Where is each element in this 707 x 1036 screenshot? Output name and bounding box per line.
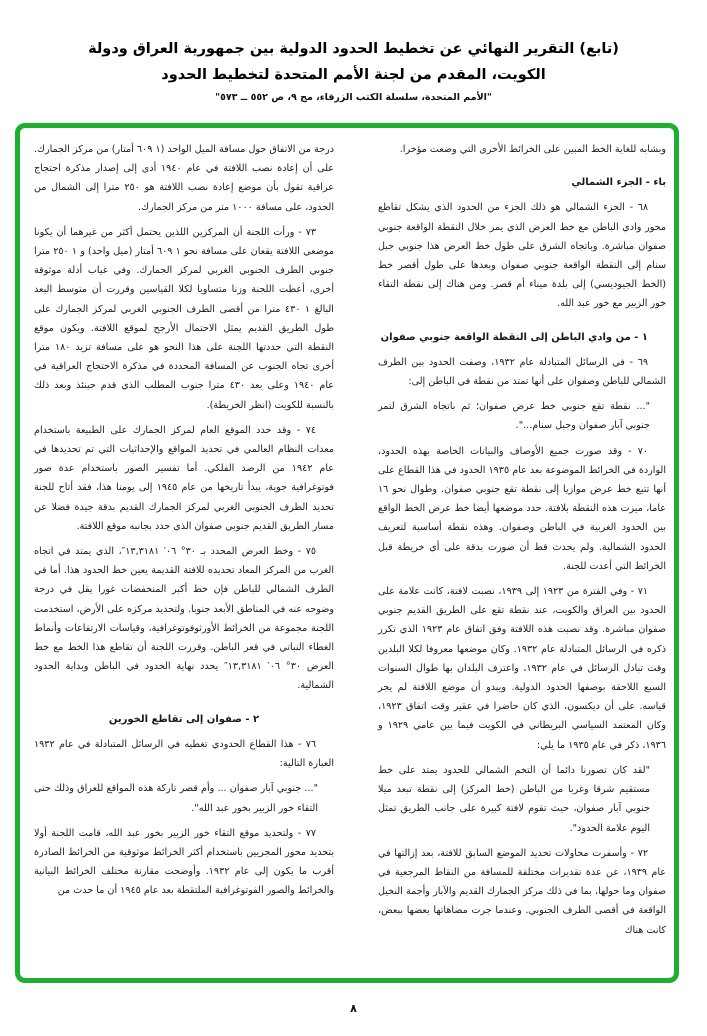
paragraph-74: ٧٤ - وقد حدد الموقع العام لمركز الجمارك على الطبيعة باستخدام معدات النظام العالمي في تحديد المواقع والإحداثيات التي تم تحديدها في عام ١٩٤٢ من الرصد الفلكي. أما تفسير الصور باستخدام عدة صور فوتوغرافية جوية، يبدأ تاريخها من عام ١٩٤٥ إلى يومنا هذا، فقد أتاح للجنة تحديد الطرف الجنوبي الغربي لمركز الجمارك القديم بدقة جيدة فضلا عن مسار الطريق القديم جنوبي صفوان الذي حدد بجانبه موقع اللافتة. [34,424,335,532]
paragraph-69: ٦٩ - في الرسائل المتبادلة عام ١٩٣٢، وصفت الحدود بين الطرف الشمالي للباطن وصفوان على أنها تمتد من نقطة في الباطن إلى: [378,356,666,388]
right-column [378,140,666,946]
title-line-2: الكويت، المقدم من لجنة الأمم المتحدة لتخطيط الحدود [161,67,546,83]
paragraph-73: ٧٣ - ورأت اللجنة أن المركزين اللذين يحتمل أكثر من غيرهما أن يكونا موضعي اللافتة يقعان على مسافة نحو ١ ٦٠٩ أمتار (ميل واحد) و ١ ٢٥٠ مترا جنوبي الطرف الجنوبي الغربي لمركز الجمارك. وفي غياب أدلة موثوقة أخرى، أعطت اللجنة وزنا متساويا لكلا القياسين وقررت أن متوسط البعد البالغ ١ ٤٣٠ مترا من أقصى الطرف الجنوبي الغربي لمركز الجمارك على طول الطريق القديم يمثل الاحتمال الأرجح لموقع اللافتة. ويكون موقع النقطة التي حددتها اللجنة على هذا النحو هو على مسافة تزيد ١٨٠ مترا أخرى تجاه الجنوب عن المسافة المحددة في مذكرة الاحتجاج العراقية في عام ١٩٤٠ وعلى بعد ٤٣٠ مترا جنوب المطلب الذي قدم حينئذ وبعد ذلك بالنسبة للكويت (انظر الخريطة). [34,226,335,411]
section-heading-b: باء - الجزء الشمالي [571,177,666,189]
subsection-heading-1: ١ - من وادي الباطن إلى النقطة الواقعة جنوبي صفوان [380,331,648,343]
paragraph-68: ٦٨ - الجزء الشمالي هو ذلك الجزء من الحدود الذي يشكل تقاطع محور وادي الباطن مع خط العرض الذي يمر خلال النقطة الواقعة جنوبي صفوان مباشرة. وباتجاه الشرق على طول خط العرض هذا جنوبي جبل سنام إلى النقطة الواقعة جنوبي صفوان وبعدها على طول أقصر خط (الخط الجيوديسي) إلى بلدة ميناء أم قصر. ومن هناك إلى نقطة التقاء خور الزبير مع خور عبد الله. [378,202,666,310]
paragraph-76: ٧٦ - هذا القطاع الحدودي تغطيه في الرسائل المتبادلة في عام ١٩٣٢ العبارة التالية: [34,738,334,770]
paragraph-72: ٧٢ - وأسفرت محاولات تحديد الموضع السابق للافتة، بعد إزالتها في عام ١٩٣٩، عن عدة تقديرات مختلفة للمسافة من النقاط المرجعية في صفوان وما حولها، بما في ذلك مركز الجمارك القديم والآبار وأجمة النخيل الواقعة في أقصى الطرف الجنوبي. وعندما جرت مضاهاتها بعضها ببعض، كانت هناك [378,847,667,936]
source-citation: "الأمم المتحدة، سلسلة الكتب الزرقاء، مج ٩، ص ٥٥٢ ــ ٥٧٣" [215,92,492,103]
paragraph-71: ٧١ - وفي الفترة من ١٩٢٣ إلى ١٩٣٩، نصبت لافتة، كانت علامة على الحدود بين العراق والكويت، عند نقطة تقع على الطريق القديم جنوبي صفوان مباشرة. وقد نصبت هذه اللافتة وفق اتفاق عام ١٩٢٣ الذي تكرر ذكره في الرسائل المتبادلة عام ١٩٣٢. وكان موضعها معروفا لكلا البلدين وقت تبادل الرسائل في عام ١٩٣٢، واعترف البلدان بها طوال السنوات السبع اللاحقة بوصفها الحدود الدولية. ويبدو أن موضع اللافتة لم يجر قياسه. على أن ديكسون، الذي كان حاضرا في عقير وقت اتفاق ١٩٢٣، وكان المعتمد السياسي البريطاني في الكويت فيما بين عامي ١٩٢٩ و ١٩٣٦، ذكر في عام ١٩٣٥ ما يلي: [378,586,667,751]
quote-76: "... جنوبي آبار صفوان ... وأم قصر تاركة هذه المواقع للعراق وذلك حتى التقاء خور الزبير بخور عبد الله". [34,783,318,814]
subsection-heading-2: ٢ - صفوان إلى تقاطع الخورين [108,713,260,725]
paragraph-77: ٧٧ - ولتحديد موقع التقاء خور الزبير بخور عبد الله، قامت اللجنة أولا بتحديد محور المجريين باستخدام أكثر الخرائط موثوقية من الخرائط الصادرة أقرب ما يكون إلى عام ١٩٣٢. وأوضحت مقارنة مختلف الخرائط البيانية والخرائط والصور الفوتوغرافية الملتقطة بعد عام ١٩٤٥ أن ما حدث من [34,827,334,897]
paragraph-70: ٧٠ - وقد صورت جميع الأوصاف والبيانات الخاصة بهذه الحدود، الواردة في الخرائط الموضوعة بعد عام ١٩٣٥ الحدود في هذا القطاع على أنها تتبع خط عرض موازيا إلى نقطة تقع جنوبي صفوان. وطوال نحو ١٦ عاما، ميزت هذه النقطة بلافتة. حدد موضعها أيضا خط عرض الخط الواقع بين الحدود الغربية في الباطن وصفوان. وهذه نقطة أساسية لتعريف الحدود الشمالية. ولم يحدث قط أن صورت بدقة على أي خريطة قبل الخرائط التي أعدت للجنة. [378,445,666,572]
left-column [34,140,334,907]
document-header [0,36,707,106]
page-number: ٨ [350,1002,357,1015]
quote-71: "لقد كان تصورنا دائما أن التخم الشمالي للحدود يمتد على خط مستقيم شرقا وغربا من الباطن (خط المركز) إلى نقطة تبعد ميلا جنوبي آبار صفوان، حيث تقوم لافتة كبيرة على جانب الطريق تمثل اليوم علامة الحدود". [378,764,650,834]
paragraph-75: ٧٥ - وخط العرض المحدد بـ ٣٠° ٠٦′ ١٣,٣١٨١″، الذي يمتد في اتجاه الغرب من المركز المعاد تحديده للافتة القديمة يعين خط الحدود هذا. أما في الطرف الشمالي للباطن فإن خط أكبر المنخفضات غورا يقل في درجة وضوحه عنه في المناطق الأبعد جنوبا. ولتحديد مركزه على الأرض، استخدمت اللجنة مجموعة من الخرائط الأورثوفوتوغرافية، وقياسات الارتفاعات وأنماط الغطاء النباتي في قعر الباطن. وقررت اللجنة أن تقاطع هذا الخط مع خط العرض ٣٠° ٠٦′ ١٣,٣١٨١″ يحدد نهاية الحدود في الباطن وبداية الحدود الشمالية. [34,546,334,692]
paragraph-continuation: وبشابه للغاية الخط المبين على الخرائط الأخرى التي وضعت مؤخرا. [399,144,666,155]
paragraph-continuation: درجة من الاتفاق حول مسافة الميل الواحد (١ ٦٠٩ أمتار) من مركز الجمارك. على أن إعادة نصب اللافتة في عام ١٩٤٠ أدى إلى إصدار مذكرة احتجاج عراقية تقول بأن موضع إعادة نصب اللافتة هو ٢٥٠ مترا إلى الشمال من الحدود، على مسافة ١٠٠٠ متر من مركز الجمارك. [34,144,334,213]
quote-69: "... نقطة تقع جنوبي خط عرض صفوان؛ ثم باتجاه الشرق لتمر جنوبي آبار صفوان وجبل سنام...". [378,401,650,432]
title-line-1: (تابع) التقرير النهائي عن تخطيط الحدود الدولية بين جمهورية العراق ودولة [88,41,619,57]
